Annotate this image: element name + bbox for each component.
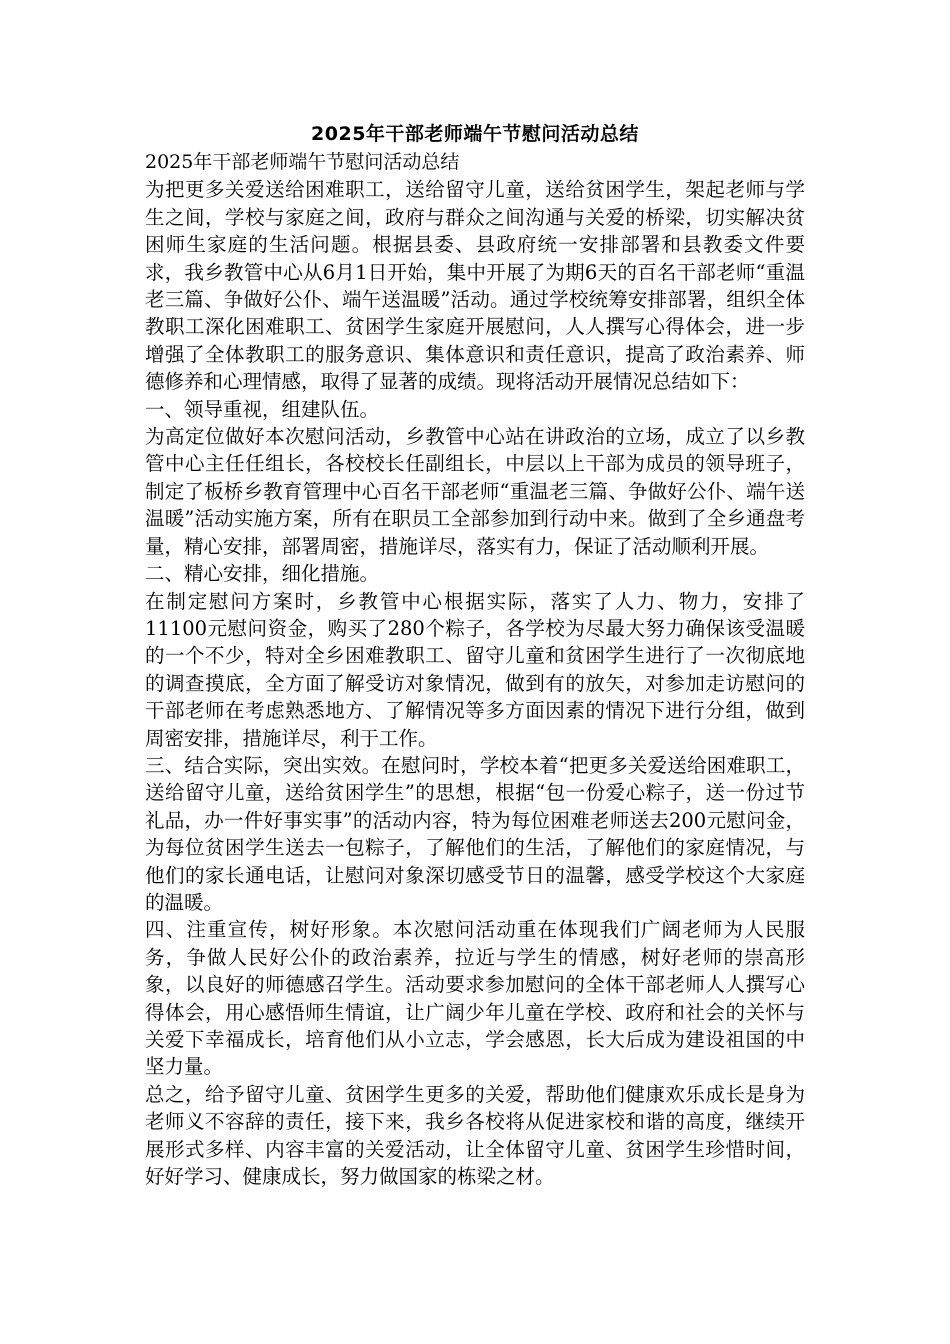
section-heading-1: 一、领导重视，组建队伍。 (145, 397, 380, 421)
paragraph-conclusion: 总之，给予留守儿童、贫困学生更多的关爱，帮助他们健康欢乐成长是身为老师义不容辞的责任，接下来，我乡各校将从促进家校和谐的高度，继续开展形式多样、内容丰富的关爱活动，让全体留守儿童、贫困学生珍惜时间，好好学习、健康成长，努力做国家的栋梁之材。 (145, 1082, 805, 1189)
section-heading-2: 二、精心安排，细化措施。 (145, 562, 380, 586)
paragraph-section-4: 四、注重宣传，树好形象。本次慰问活动重在体现我们广阔老师为人民服务，争做人民好公仆的政治素养，拉近与学生的情感，树好老师的崇高形象，以良好的师德感召学生。活动要求参加慰问的全体干部老师人人撰写心得体会，用心感悟师生情谊，让广阔少年儿童在学校、政府和社会的关怀与关爱下幸福成长，培育他们从小立志，学会感恩，长大后成为建设祖国的中坚力量。 (145, 918, 805, 1079)
paragraph-section-2: 在制定慰问方案时，乡教管中心根据实际，落实了人力、物力，安排了11100元慰问资金，购买了280个粽子，各学校为尽最大努力确保该受温暖的一个不少，特对全乡困难教职工、留守儿童和贫困学生进行了一次彻底地的调查摸底，全方面了解受访对象情况，做到有的放矢，对参加走访慰问的干部老师在考虑熟悉地方、了解情况等多方面因素的情况下进行分组，做到周密安排，措施详尽，利于工作。 (145, 589, 805, 750)
paragraph-section-1: 为高定位做好本次慰问活动，乡教管中心站在讲政治的立场，成立了以乡教管中心主任任组长，各校校长任副组长，中层以上干部为成员的领导班子，制定了板桥乡教育管理中心百名干部老师“重温老三篇、争做好公仆、端午送温暖”活动实施方案，所有在职员工全部参加到行动中来。做到了全乡通盘考量，精心安排，部署周密，措施详尽，落实有力，保证了活动顺利开展。 (145, 425, 805, 558)
paragraph-section-3: 三、结合实际，突出实效。在慰问时，学校本着“把更多关爱送给困难职工，送给留守儿童，送给贫困学生”的思想，根据“包一份爱心粽子，送一份过节礼品，办一件好事实事”的活动内容，特为每位困难老师送去200元慰问金，为每位贫困学生送去一包粽子，了解他们的生活，了解他们的家庭情况，与他们的家长通电话，让慰问对象深切感受节日的温馨，感受学校这个大家庭的温暖。 (145, 753, 805, 914)
paragraph-intro: 为把更多关爱送给困难职工，送给留守儿童，送给贫困学生，架起老师与学生之间，学校与家庭之间，政府与群众之间沟通与关爱的桥梁，切实解决贫困师生家庭的生活问题。根据县委、县政府统一安排部署和县教委文件要求，我乡教管中心从6月1日开始，集中开展了为期6天的百名干部老师“重温老三篇、争做好公仆、端午送温暖”活动。通过学校统筹安排部署，组织全体教职工深化困难职工、贫困学生家庭开展慰问，人人撰写心得体会，进一步增强了全体教职工的服务意识、集体意识和责任意识，提高了政治素养、师德修养和心理情感，取得了显著的成绩。现将活动开展情况总结如下： (145, 178, 805, 394)
document-body (145, 149, 805, 1190)
document-title: 2025年干部老师端午节慰问活动总结 (311, 123, 639, 145)
document-subtitle: 2025年干部老师端午节慰问活动总结 (145, 151, 460, 173)
